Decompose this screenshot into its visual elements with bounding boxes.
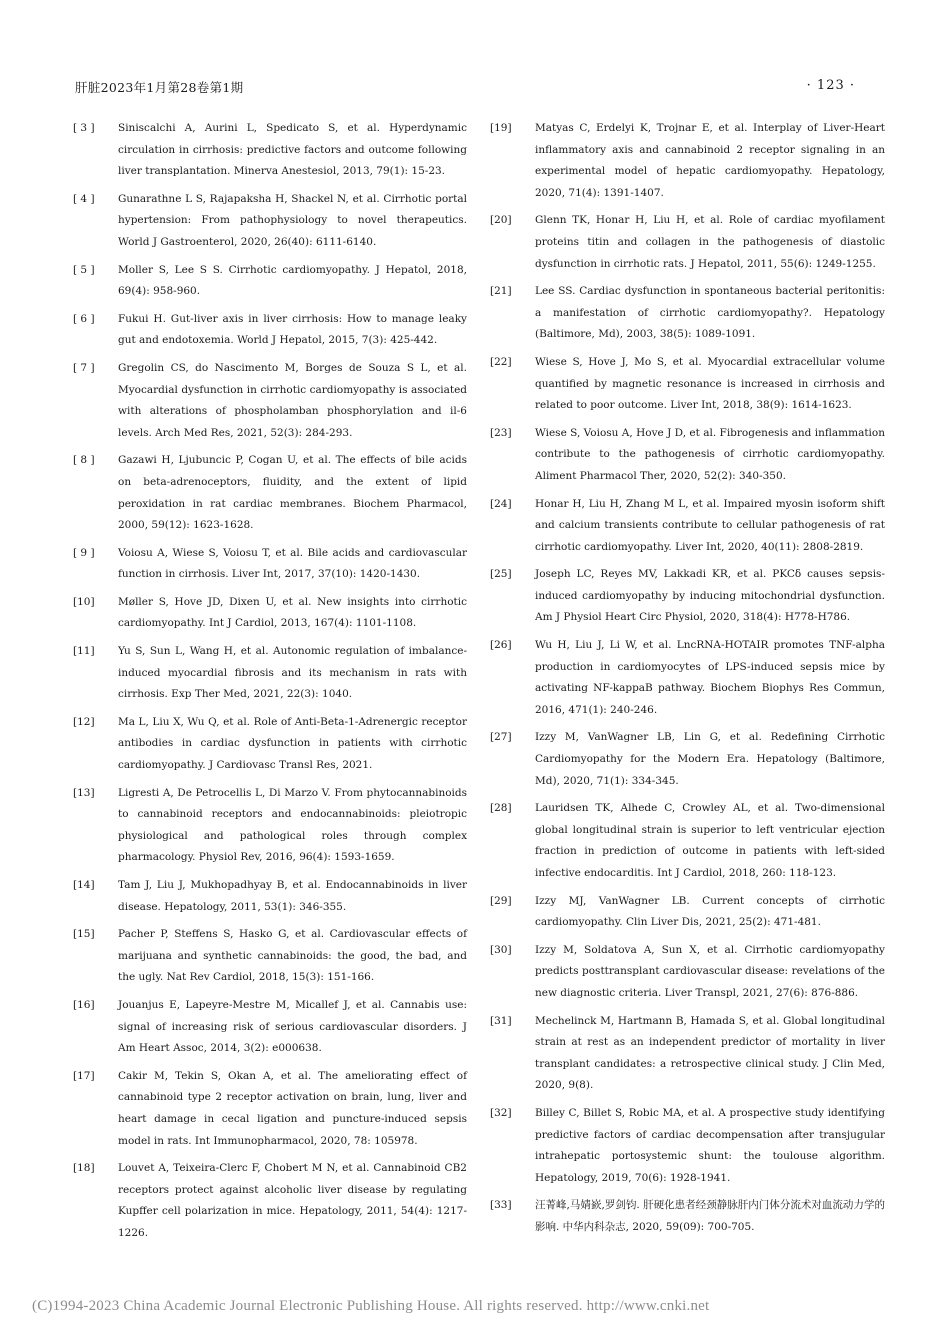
- reference-text: Voiosu A, Wiese S, Voiosu T, et al. Bile acids and cardiovascular function in cirrhosis. Liver Int, 2017, 37(10): 1420-1430.: [118, 546, 467, 581]
- reference-number: [26]: [490, 639, 512, 652]
- reference-item: [490, 798, 885, 884]
- reference-text: Matyas C, Erdelyi K, Trojnar E, et al. Interplay of Liver-Heart inflammatory axis and cannabinoid 2 receptor signaling in an experimental model of hepatic cardiomyopathy. Hepatology, 2020, 71(4): 1391-1407.: [535, 122, 885, 199]
- reference-number: [12]: [73, 715, 95, 728]
- reference-text: Mechelinck M, Hartmann B, Hamada S, et al. Global longitudinal strain at rest as an independent predictor of mortality in liver transplant candidates: a retrospective clinical study. J Clin Med, 2020, 9(8).: [535, 1014, 885, 1092]
- reference-number: [15]: [73, 928, 95, 941]
- reference-text: Louvet A, Teixeira-Clerc F, Chobert M N, et al. Cannabinoid CB2 receptors protect against alcoholic liver disease by regulating Kupffer cell polarization in mice. Hepatology, 2011, 54(4): 1217-1226.: [118, 1162, 467, 1239]
- reference-item: [490, 210, 885, 275]
- reference-number: [29]: [490, 894, 512, 907]
- reference-text: Ma L, Liu X, Wu Q, et al. Role of Anti-Beta-1-Adrenergic receptor antibodies in cardiac dysfunction in patients with cirrhotic cardiomyopathy. J Cardiovasc Transl Res, 2021.: [118, 715, 467, 772]
- reference-text: Cakir M, Tekin S, Okan A, et al. The ameliorating effect of cannabinoid type 2 receptor activation on brain, lung, liver and heart damage in cecal ligation and puncture-induced sepsis model in rats. Int Immunopharmacol, 2020, 78: 105978.: [118, 1069, 467, 1147]
- reference-text: Ligresti A, De Petrocellis L, Di Marzo V. From phytocannabinoids to cannabinoid receptors and endocannabinoids: pleiotropic physiological and pathological roles through complex pharmacology. Physiol Rev, 2016, 96(4): 1593-1659.: [118, 786, 467, 864]
- reference-text: Izzy MJ, VanWagner LB. Current concepts of cirrhotic cardiomyopathy. Clin Liver Dis, 2021, 25(2): 471-481.: [535, 894, 885, 929]
- reference-number: [25]: [490, 568, 512, 581]
- reference-text: Izzy M, VanWagner LB, Lin G, et al. Redefining Cirrhotic Cardiomyopathy for the Modern Era. Hepatology (Baltimore, Md), 2020, 71(1): 334-345.: [535, 731, 885, 787]
- reference-item: [73, 309, 467, 352]
- page-number: · 123 ·: [806, 78, 855, 93]
- reference-number: [17]: [73, 1069, 95, 1082]
- reference-text: Gregolin CS, do Nascimento M, Borges de Souza S L, et al. Myocardial dysfunction in cirrhotic cardiomyopathy is associated with alterations of phospholamban phosphorylation and il-6 levels. Arch Med Res, 2021, 52(3): 284-293.: [118, 361, 467, 439]
- reference-number: [16]: [73, 998, 95, 1011]
- reference-text: Pacher P, Steffens S, Hasko G, et al. Cardiovascular effects of marijuana and synthetic cannabinoids: the good, the bad, and the ugly. Nat Rev Cardiol, 2018, 15(3): 151-166.: [118, 928, 467, 984]
- reference-text: Lee SS. Cardiac dysfunction in spontaneous bacterial peritonitis: a manifestation of cirrhotic cardiomyopathy?. Hepatology (Baltimore, Md), 2003, 38(5): 1089-1091.: [535, 285, 885, 341]
- reference-column-right: [490, 118, 885, 1245]
- reference-text: Moller S, Lee S S. Cirrhotic cardiomyopathy. J Hepatol, 2018, 69(4): 958-960.: [118, 263, 467, 298]
- reference-text: Siniscalchi A, Aurini L, Spedicato S, et al. Hyperdynamic circulation in cirrhosis: predictive factors and outcome following liver transplantation. Minerva Anestesiol, 2013, 79(1): 15-23.: [118, 122, 467, 178]
- reference-text: Glenn TK, Honar H, Liu H, et al. Role of cardiac myofilament proteins titin and collagen in the pathogenesis of diastolic dysfunction in cirrhotic rats. J Hepatol, 2011, 55(6): 1249-1255.: [535, 214, 885, 270]
- reference-item: [490, 423, 885, 488]
- reference-number: [19]: [490, 122, 512, 134]
- page-header: [0, 78, 950, 98]
- reference-number: [11]: [73, 645, 95, 658]
- reference-number: [28]: [490, 802, 512, 815]
- reference-number: [18]: [73, 1162, 95, 1175]
- reference-number: [30]: [490, 943, 512, 956]
- reference-item: [73, 1066, 467, 1152]
- reference-text: Wu H, Liu J, Li W, et al. LncRNA-HOTAIR promotes TNF-alpha production in cardiomyocytes of LPS-induced sepsis mice by activating NF-kappaB pathway. Biochem Biophys Res Commun, 2016, 471(1): 240-246.: [535, 639, 885, 716]
- reference-item: [73, 189, 467, 254]
- reference-item: [73, 543, 467, 586]
- reference-number: [ 7 ]: [73, 361, 95, 374]
- reference-number: [31]: [490, 1014, 512, 1027]
- reference-item: [490, 564, 885, 629]
- reference-number: [32]: [490, 1106, 512, 1119]
- reference-number: [ 6 ]: [73, 312, 95, 325]
- reference-item: [490, 1011, 885, 1097]
- reference-number: [27]: [490, 731, 512, 744]
- copyright-footer: (C)1994-2023 China Academic Journal Electronic Publishing House. All rights reserved. http://www.cnki.net: [32, 1298, 710, 1314]
- reference-item: [490, 1195, 885, 1238]
- reference-text: Joseph LC, Reyes MV, Lakkadi KR, et al. PKCδ causes sepsis-induced cardiomyopathy by inducing mitochondrial dysfunction. Am J Physiol Heart Circ Physiol, 2020, 318(4): H778-H786.: [535, 568, 885, 624]
- reference-item: [490, 891, 885, 934]
- reference-text: Gazawi H, Ljubuncic P, Cogan U, et al. The effects of bile acids on beta-adrenoceptors, fluidity, and the extent of lipid peroxidation in rat cardiac membranes. Biochem Pharmacol, 2000, 59(12): 1623-1628.: [118, 454, 467, 532]
- reference-number: [21]: [490, 285, 512, 298]
- reference-text: Wiese S, Voiosu A, Hove J D, et al. Fibrogenesis and inflammation contribute to the pathogenesis of cirrhotic cardiomyopathy. Aliment Pharmacol Ther, 2020, 52(2): 340-350.: [535, 426, 885, 482]
- reference-number: [20]: [490, 214, 512, 227]
- journal-title: 肝脏2023年1月第28卷第1期: [75, 80, 244, 95]
- reference-item: [490, 940, 885, 1005]
- reference-number: [13]: [73, 786, 95, 799]
- reference-text: Jouanjus E, Lapeyre-Mestre M, Micallef J, et al. Cannabis use: signal of increasing risk of serious cardiovascular disorders. J Am Heart Assoc, 2014, 3(2): e000638.: [118, 998, 467, 1055]
- reference-column-left: [73, 118, 467, 1251]
- reference-item: [73, 924, 467, 989]
- reference-item: [490, 635, 885, 721]
- reference-number: [33]: [490, 1199, 512, 1212]
- reference-number: [14]: [73, 879, 95, 891]
- reference-number: [ 3 ]: [73, 122, 95, 134]
- reference-item: [73, 450, 467, 536]
- reference-item: [73, 260, 467, 303]
- reference-number: [ 9 ]: [73, 546, 95, 559]
- reference-item: [490, 1103, 885, 1189]
- reference-item: [73, 592, 467, 635]
- reference-text: Wiese S, Hove J, Mo S, et al. Myocardial extracellular volume quantified by magnetic resonance is increased in cirrhosis and related to poor outcome. Liver Int, 2018, 38(9): 1614-1623.: [535, 355, 885, 412]
- reference-item: [490, 727, 885, 792]
- reference-text: Izzy M, Soldatova A, Sun X, et al. Cirrhotic cardiomyopathy predicts posttransplant cardiovascular disease: revelations of the new diagnostic criteria. Liver Transpl, 2021, 27(6): 876-886.: [535, 943, 885, 999]
- reference-text: Tam J, Liu J, Mukhopadhyay B, et al. Endocannabinoids in liver disease. Hepatology, 2011, 53(1): 346-355.: [118, 879, 467, 913]
- reference-item: [73, 783, 467, 869]
- reference-item: [490, 118, 885, 204]
- reference-item: [490, 352, 885, 417]
- reference-item: [73, 358, 467, 444]
- reference-item: [73, 875, 467, 918]
- reference-item: [490, 281, 885, 346]
- reference-number: [ 5 ]: [73, 263, 95, 276]
- reference-text: Billey C, Billet S, Robic MA, et al. A prospective study identifying predictive factors of cardiac decompensation after transjugular intrahepatic portosystemic shunt: the toulouse algorithm. Hepatology, 2019, 70(6): 1928-1941.: [535, 1106, 885, 1184]
- reference-number: [23]: [490, 426, 512, 439]
- reference-text: Gunarathne L S, Rajapaksha H, Shackel N, et al. Cirrhotic portal hypertension: From pathophysiology to novel therapeutics. World J Gastroenterol, 2020, 26(40): 6111-6140.: [118, 192, 467, 248]
- reference-text: 汪菁峰,马婧嶔,罗剑钧. 肝硬化患者经颈静脉肝内门体分流术对血流动力学的影响. 中华内科杂志, 2020, 59(09): 700-705.: [535, 1199, 885, 1233]
- reference-item: [73, 712, 467, 777]
- reference-number: [22]: [490, 355, 512, 368]
- reference-text: Honar H, Liu H, Zhang M L, et al. Impaired myosin isoform shift and calcium transients contribute to cellular pathogenesis of rat cirrhotic cardiomyopathy. Liver Int, 2020, 40(11): 2808-2819.: [535, 497, 885, 553]
- reference-item: [73, 1158, 467, 1244]
- reference-text: Møller S, Hove JD, Dixen U, et al. New insights into cirrhotic cardiomyopathy. Int J Cardiol, 2013, 167(4): 1101-1108.: [118, 595, 467, 630]
- reference-number: [ 8 ]: [73, 454, 95, 467]
- reference-number: [ 4 ]: [73, 192, 95, 205]
- reference-item: [73, 995, 467, 1060]
- reference-number: [10]: [73, 595, 95, 608]
- reference-item: [490, 494, 885, 559]
- reference-text: Fukui H. Gut-liver axis in liver cirrhosis: How to manage leaky gut and endotoxemia. World J Hepatol, 2015, 7(3): 425-442.: [118, 312, 467, 347]
- reference-text: Lauridsen TK, Alhede C, Crowley AL, et al. Two-dimensional global longitudinal strain is superior to left ventricular ejection fraction in prediction of outcome in patients with left-sided infective endocarditis. Int J Cardiol, 2018, 260: 118-123.: [535, 802, 885, 879]
- reference-item: [73, 641, 467, 706]
- reference-number: [24]: [490, 497, 512, 510]
- reference-text: Yu S, Sun L, Wang H, et al. Autonomic regulation of imbalance-induced myocardial fibrosis and its mechanism in rats with cirrhosis. Exp Ther Med, 2021, 22(3): 1040.: [118, 645, 467, 701]
- reference-item: [73, 118, 467, 183]
